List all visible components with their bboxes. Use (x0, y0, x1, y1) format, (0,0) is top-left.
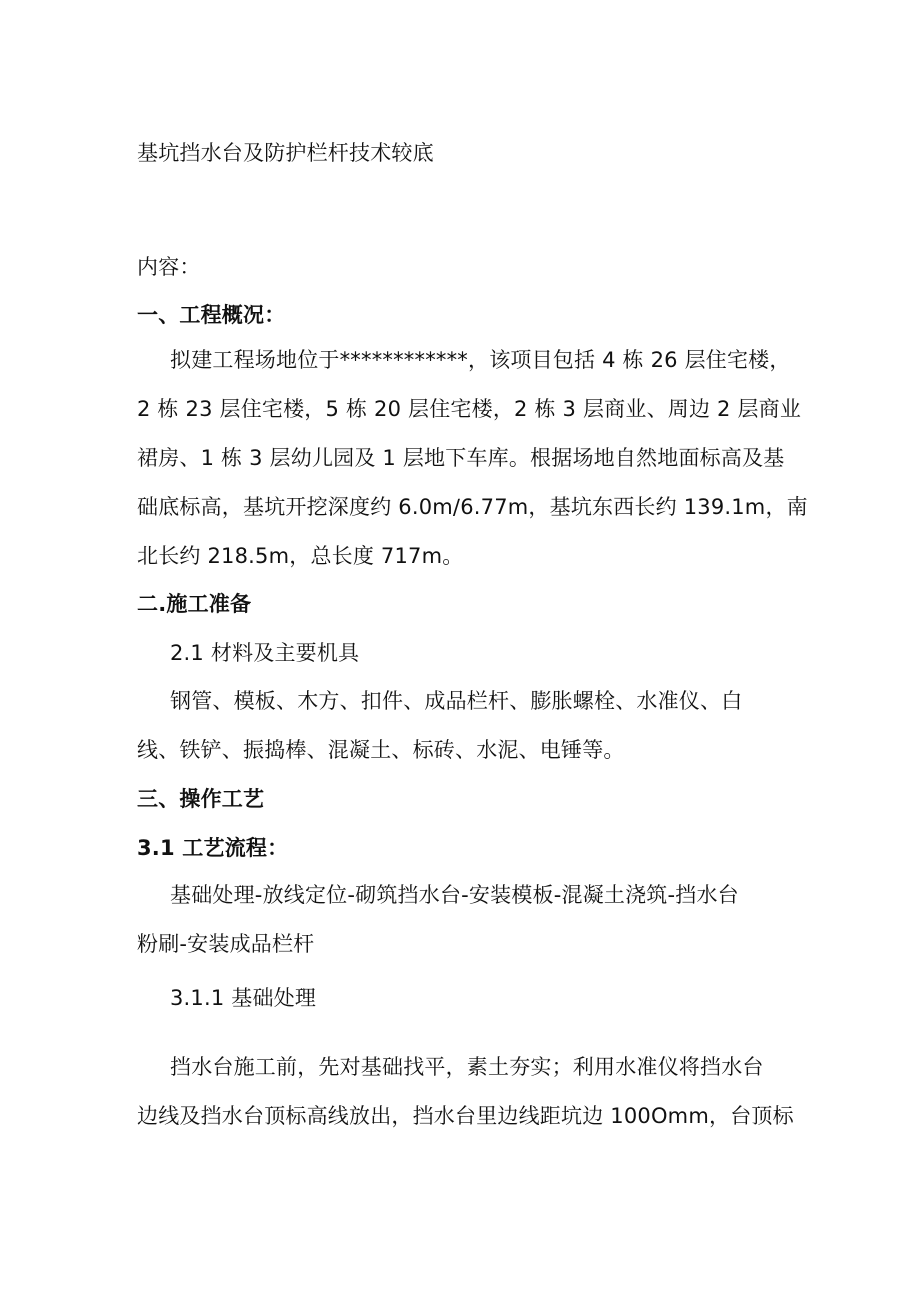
section-3-paragraph-line: 边线及挡水台顶标高线放出，挡水台里边线距坑边 100Omm，台顶标 (137, 1104, 794, 1128)
process-flow-line: 粉刷-安装成品栏杆 (137, 932, 315, 956)
section-3-heading: 三、操作工艺 (137, 787, 265, 811)
section-2-paragraph-line: 钢管、模板、木方、扣件、成品栏杆、膨胀螺栓、水准仪、白 (170, 689, 743, 713)
section-2-paragraph-line: 线、铁铲、振捣棒、混凝土、标砖、水泥、电锤等。 (137, 738, 625, 762)
section-2-subheading: 2.1 材料及主要机具 (170, 641, 360, 665)
section-1-paragraph-line: 裙房、1 栋 3 层幼儿园及 1 层地下车库。根据场地自然地面标高及基 (137, 446, 785, 470)
section-3-subheading: 3.1 工艺流程： (137, 836, 289, 860)
section-1-paragraph-line: 2 栋 23 层住宅楼，5 栋 20 层住宅楼，2 栋 3 层商业、周边 2 层商业 (137, 397, 802, 421)
document-title: 基坑挡水台及防护栏杆技术较底 (137, 141, 434, 165)
section-1-paragraph-line: 拟建工程场地位于************，该项目包括 4 栋 26 层住宅楼， (170, 348, 791, 372)
section-3-1-1-heading: 3.1.1 基础处理 (170, 986, 317, 1010)
section-1-paragraph-line: 北长约 218.5m，总长度 717m。 (137, 544, 464, 568)
section-1-paragraph-line: 础底标高，基坑开挖深度约 6.0m∕6.77m，基坑东西长约 139.1m，南 (137, 495, 808, 519)
process-flow-line: 基础处理-放线定位-砌筑挡水台-安装模板-混凝土浇筑-挡水台 (170, 883, 739, 907)
section-2-heading: 二.施工准备 (137, 592, 252, 616)
section-1-heading: 一、工程概况： (137, 303, 286, 327)
section-3-paragraph-line: 挡水台施工前，先对基础找平，素土夯实；利用水准仪将挡水台 (170, 1055, 764, 1079)
content-label: 内容： (137, 255, 201, 279)
